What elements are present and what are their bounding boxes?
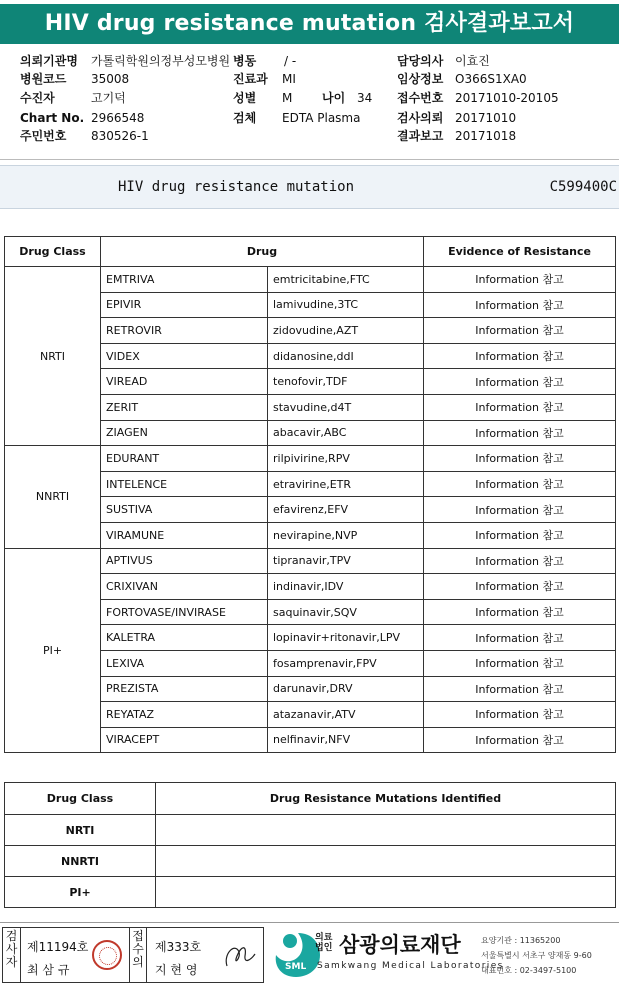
test-name-band — [0, 165, 619, 209]
institution-value: 가톨릭학원의정부성모병원 — [91, 54, 231, 68]
drug-name-cell: VIDEX — [101, 343, 268, 369]
report-title: HIV drug resistance mutation 검사결과보고서 — [0, 4, 619, 44]
table-row — [5, 815, 616, 846]
info-row-2 — [0, 70, 619, 88]
id-value: 830526-1 — [91, 129, 149, 143]
info-row-5 — [0, 127, 619, 145]
table-row — [5, 548, 616, 574]
evidence-cell: Information 참고 — [424, 267, 616, 293]
drug-class-cell: NNRTI — [5, 846, 156, 877]
phone: 대표번호 : 02-3497-5100 — [481, 966, 577, 975]
drug-generic-cell: fosamprenavir,FPV — [268, 650, 424, 676]
evidence-cell: Information 참고 — [424, 727, 616, 753]
examiner-license: 제11194호 — [27, 940, 89, 954]
patient-value: 고기덕 — [91, 91, 126, 105]
evidence-cell: Information 참고 — [424, 625, 616, 651]
drug-name-cell: REYATAZ — [101, 702, 268, 728]
examiner-label: 검사자 — [3, 928, 21, 982]
reviewer-license: 제333호 — [155, 940, 202, 954]
drug-generic-cell: indinavir,IDV — [268, 574, 424, 600]
header-evidence: Evidence of Resistance — [424, 237, 616, 267]
drug-generic-cell: saquinavir,SQV — [268, 599, 424, 625]
header-mutations: Drug Resistance Mutations Identified — [156, 783, 616, 815]
table-header-row — [5, 783, 616, 815]
age-value: 34 — [357, 91, 373, 105]
drug-generic-cell: lopinavir+ritonavir,LPV — [268, 625, 424, 651]
info-row-3 — [0, 89, 619, 107]
org-type: 의료법인 — [315, 933, 333, 953]
test-code: C599400C — [549, 179, 617, 195]
drug-generic-cell: emtricitabine,FTC — [268, 267, 424, 293]
dept-value: MI — [282, 72, 296, 86]
evidence-cell: Information 참고 — [424, 599, 616, 625]
evidence-cell: Information 참고 — [424, 343, 616, 369]
patient-info-section — [0, 50, 619, 150]
logo-text: SML — [285, 962, 307, 972]
table-row — [5, 846, 616, 877]
specimen-label: 검체 — [233, 111, 257, 125]
specimen-value: EDTA Plasma — [282, 111, 361, 125]
drug-generic-cell: lamivudine,3TC — [268, 292, 424, 318]
drug-generic-cell: atazanavir,ATV — [268, 702, 424, 728]
examiner-name: 최 삼 규 — [27, 963, 70, 977]
evidence-cell: Information 참고 — [424, 650, 616, 676]
table-row — [5, 446, 616, 472]
evidence-cell: Information 참고 — [424, 292, 616, 318]
report-date-value: 20171018 — [455, 129, 517, 143]
drug-generic-cell: nevirapine,NVP — [268, 522, 424, 548]
drug-name-cell: VIRAMUNE — [101, 522, 268, 548]
drug-name-cell: SUSTIVA — [101, 497, 268, 523]
mutations-cell — [156, 846, 616, 877]
drug-generic-cell: abacavir,ABC — [268, 420, 424, 446]
evidence-cell: Information 참고 — [424, 497, 616, 523]
age-label: 나이 — [322, 91, 346, 105]
receipt-value: 20171010-20105 — [455, 91, 559, 105]
drug-class-cell: NNRTI — [5, 446, 101, 548]
info-row-1 — [0, 52, 619, 70]
clinical-label: 임상정보 — [397, 72, 444, 86]
evidence-cell: Information 참고 — [424, 446, 616, 472]
test-name: HIV drug resistance mutation — [118, 179, 355, 195]
request-value: 20171010 — [455, 111, 517, 125]
sex-label: 성별 — [233, 91, 257, 105]
drug-generic-cell: rilpivirine,RPV — [268, 446, 424, 472]
sex-value: M — [282, 91, 293, 105]
drug-name-cell: PREZISTA — [101, 676, 268, 702]
drug-generic-cell: stavudine,d4T — [268, 394, 424, 420]
mutations-table — [4, 782, 616, 908]
drug-generic-cell: zidovudine,AZT — [268, 318, 424, 344]
drug-name-cell: VIRACEPT — [101, 727, 268, 753]
evidence-cell: Information 참고 — [424, 471, 616, 497]
ward-value: / - — [284, 54, 297, 68]
evidence-cell: Information 참고 — [424, 574, 616, 600]
signature-box — [2, 927, 264, 983]
header-drug-class: Drug Class — [5, 237, 101, 267]
table-header-row — [5, 237, 616, 267]
hospital-code-label: 병원코드 — [20, 72, 67, 86]
drug-generic-cell: darunavir,DRV — [268, 676, 424, 702]
drug-class-cell: PI+ — [5, 548, 101, 753]
hospital-code-value: 35008 — [91, 72, 130, 86]
drug-name-cell: VIREAD — [101, 369, 268, 395]
drug-name-cell: LEXIVA — [101, 650, 268, 676]
evidence-cell: Information 참고 — [424, 702, 616, 728]
mutations-cell — [156, 815, 616, 846]
info-row-4 — [0, 109, 619, 127]
drug-generic-cell: tipranavir,TPV — [268, 548, 424, 574]
drug-generic-cell: nelfinavir,NFV — [268, 727, 424, 753]
evidence-cell: Information 참고 — [424, 318, 616, 344]
drug-name-cell: RETROVIR — [101, 318, 268, 344]
divider — [0, 159, 619, 160]
evidence-cell: Information 참고 — [424, 394, 616, 420]
drug-name-cell: EMTRIVA — [101, 267, 268, 293]
drug-name-cell: APTIVUS — [101, 548, 268, 574]
mutations-cell — [156, 877, 616, 908]
request-label: 검사의뢰 — [397, 111, 444, 125]
chart-label: Chart No. — [20, 111, 85, 125]
drug-generic-cell: etravirine,ETR — [268, 471, 424, 497]
drug-name-cell: ZIAGEN — [101, 420, 268, 446]
id-label: 주민번호 — [20, 129, 67, 143]
evidence-cell: Information 참고 — [424, 522, 616, 548]
address: 서울특별시 서초구 양재동 9-60 — [481, 951, 592, 960]
drug-name-cell: ZERIT — [101, 394, 268, 420]
drug-generic-cell: tenofovir,TDF — [268, 369, 424, 395]
contact-info — [481, 933, 592, 978]
drug-resistance-table — [4, 236, 616, 753]
evidence-cell: Information 참고 — [424, 369, 616, 395]
dept-label: 진료과 — [233, 72, 268, 86]
table-row — [5, 877, 616, 908]
reviewer-label: 접수의 — [129, 928, 147, 982]
institution-label: 의뢰기관명 — [20, 54, 78, 68]
clinical-value: O366S1XA0 — [455, 72, 527, 86]
ward-label: 병동 — [233, 54, 257, 68]
footer — [0, 922, 619, 988]
seal-stamp — [92, 940, 122, 970]
drug-class-cell: PI+ — [5, 877, 156, 908]
signature-mark — [221, 936, 259, 974]
table-row — [5, 267, 616, 293]
drug-generic-cell: efavirenz,EFV — [268, 497, 424, 523]
header-drug-class: Drug Class — [5, 783, 156, 815]
patient-label: 수진자 — [20, 91, 55, 105]
reviewer-name: 지 현 영 — [155, 963, 198, 977]
chart-value: 2966548 — [91, 111, 145, 125]
doctor-value: 이효진 — [455, 54, 490, 68]
drug-class-cell: NRTI — [5, 815, 156, 846]
drug-name-cell: KALETRA — [101, 625, 268, 651]
institution-code: 요양기관 : 11365200 — [481, 936, 561, 945]
doctor-label: 담당의사 — [397, 54, 444, 68]
drug-class-cell: NRTI — [5, 267, 101, 446]
evidence-cell: Information 참고 — [424, 548, 616, 574]
evidence-cell: Information 참고 — [424, 676, 616, 702]
header-drug: Drug — [101, 237, 424, 267]
drug-name-cell: EDURANT — [101, 446, 268, 472]
drug-name-cell: FORTOVASE/INVIRASE — [101, 599, 268, 625]
report-date-label: 결과보고 — [397, 129, 444, 143]
drug-generic-cell: didanosine,ddI — [268, 343, 424, 369]
org-name: 삼광의료재단 — [339, 933, 461, 957]
evidence-cell: Information 참고 — [424, 420, 616, 446]
drug-name-cell: EPIVIR — [101, 292, 268, 318]
receipt-label: 접수번호 — [397, 91, 444, 105]
drug-name-cell: CRIXIVAN — [101, 574, 268, 600]
drug-name-cell: INTELENCE — [101, 471, 268, 497]
org-english-name: Samkwang Medical Laboratories — [317, 961, 504, 971]
